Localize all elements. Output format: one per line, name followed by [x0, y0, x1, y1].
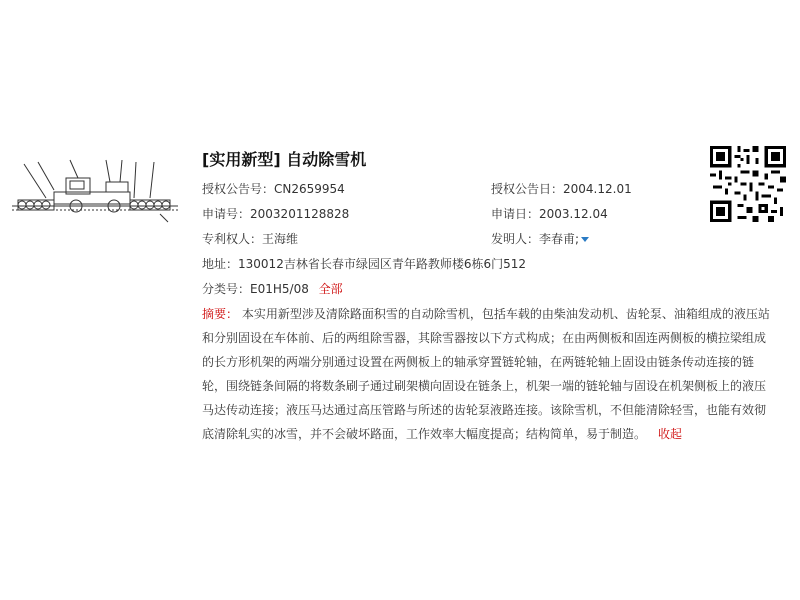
inventor-field: [491, 227, 589, 252]
app-date-field: [491, 202, 608, 227]
grant-pub-no-value: CN2659954: [274, 182, 345, 196]
app-no-value: 2003201128828: [250, 207, 350, 221]
row-address: [202, 252, 772, 277]
row-grant: [202, 177, 772, 202]
collapse-link[interactable]: 收起: [658, 427, 683, 441]
grant-pub-no-label: 授权公告号：: [202, 182, 275, 196]
classification-value: E01H5/08: [250, 282, 309, 296]
address-label: 地址：: [202, 257, 239, 271]
app-date-value: 2003.12.04: [539, 207, 608, 221]
address-value: 130012吉林省长春市绿园区青年路教师楼6栋6门512: [238, 257, 526, 271]
app-date-label: 申请日：: [491, 207, 540, 221]
patentee-label: 专利权人：: [202, 232, 263, 246]
row-people: [202, 227, 772, 252]
patentee-field: [202, 232, 298, 246]
patent-drawing-image: [10, 150, 180, 230]
patentee-value: 王海维: [262, 232, 299, 246]
grant-pub-no-field: [202, 182, 345, 196]
abstract-label: 摘要：: [202, 307, 239, 321]
patent-title[interactable]: [实用新型] 自动除雪机: [202, 150, 367, 169]
row-classification: [202, 277, 772, 302]
abstract: [202, 302, 770, 446]
grant-pub-date-label: 授权公告日：: [491, 182, 564, 196]
app-no-label: 申请号：: [202, 207, 251, 221]
grant-pub-date-field: [491, 177, 632, 202]
inventor-label: 发明人：: [491, 232, 540, 246]
classification-label: 分类号：: [202, 282, 251, 296]
dropdown-triangle-icon[interactable]: [581, 237, 589, 242]
grant-pub-date-value: 2004.12.01: [563, 182, 632, 196]
patent-record: [202, 147, 772, 446]
classification-all-link[interactable]: 全部: [318, 282, 343, 296]
inventor-value: 李春甫;: [539, 232, 580, 246]
app-no-field: [202, 207, 349, 221]
row-application: [202, 202, 772, 227]
abstract-text: 本实用新型涉及清除路面积雪的自动除雪机，包括车载的由柴油发动机、齿轮泵、油箱组成的液压站和分别固设在车体前、后的两组除雪器，其除雪器按以下方式构成；在由两侧板和固连两侧板的横拉梁组成的长方形机架的两端分别通过设置在两侧板上的轴承穿置链轮轴，在两链轮轴上固设由链条传动连接的链轮，围绕链条间隔的将数条刷子通过刷架横向固设在链条上，机架一端的链轮轴与固设在机架侧板上的液压马达传动连接；液压马达通过高压管路与所述的齿轮泵液路连接。该除雪机，不但能清除轻雪，也能有效彻底清除轧实的冰雪，并不会破坏路面，工作效率大幅度提高；结构简单，易于制造。: [202, 307, 770, 441]
